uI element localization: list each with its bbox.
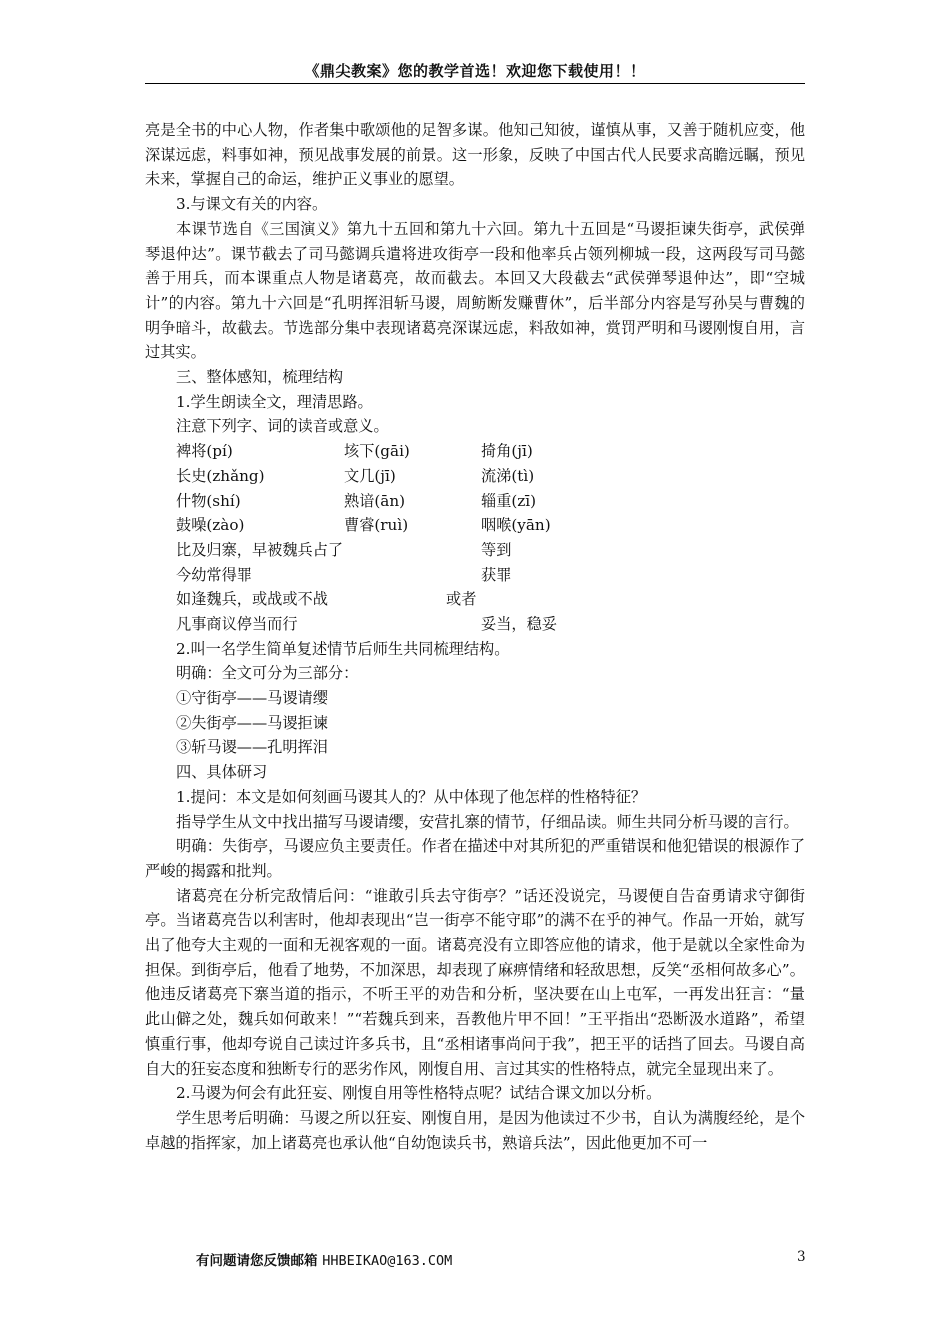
vocab-item: 鼓噪(zào) bbox=[176, 516, 245, 535]
paragraph: 明确：全文可分为三部分： bbox=[176, 664, 359, 683]
phrase-sentence: 今幼常得罪 bbox=[176, 565, 252, 584]
paragraph: 诸葛亮在分析完敌情后问：“谁敢引兵去守街亭？”话还没说完，马谡便自告奋勇请求守御街亭。当诸葛亮告以利害时，他却表现出“岂一街亭不能守耶”的满不在乎的神气。作品一开始，就写出了他夸大主观的一面和无视客观的一面。诸葛亮没有立即答应他的请求，他于是就以全家性命为担保。到街亭后，他看了地势，不加深思，却表现了麻痹情绪和轻敌思想，反笑“丞相何故多心”。他违反诸葛亮下寨当道的指示，不听王平的劝告和分析，坚决要在山上屯军，一再发出狂言：“量此山僻之处，魏兵如何敢来！”“若魏兵到来，吾教他片甲不回！”王平指出“恐断汲水道路”，希望慎重行事，他却夸说自己读过许多兵书，且“丞相诸事尚问于我”，把王平的话挡了回去。马谡自高自大的狂妄态度和独断专行的恶劣作风，刚愎自用、言过其实的性格特点，就完全显现出来了。 bbox=[145, 886, 805, 1078]
vocab-item: 掎角(jī) bbox=[481, 442, 533, 461]
phrase-sentence: 凡事商议停当而行 bbox=[176, 614, 298, 633]
vocab-row bbox=[145, 513, 805, 538]
vocab-item: 什物(shí) bbox=[176, 491, 241, 510]
paragraph: 亮是全书的中心人物，作者集中歌颂他的足智多谋。他知己知彼，谨慎从事，又善于随机应变，他深谋远虑，料事如神，预见战事发展的前景。这一形象，反映了中国古代人民要求高瞻远瞩，预见未来，掌握自己的命运，维护正义事业的愿望。 bbox=[145, 121, 805, 189]
vocab-row bbox=[145, 464, 805, 489]
page-number: 3 bbox=[797, 1249, 806, 1265]
page-header-title: 《鼎尖教案》您的教学首选！欢迎您下载使用！！ bbox=[304, 62, 646, 80]
paragraph: 1.提问：本文是如何刻画马谡其人的？从中体现了他怎样的性格特征？ bbox=[176, 787, 647, 806]
vocab-item: 裨将(pí) bbox=[176, 442, 233, 461]
paragraph: 3.与课文有关的内容。 bbox=[176, 195, 328, 214]
vocab-item: 曹睿(ruì) bbox=[344, 516, 409, 535]
phrase-row bbox=[145, 612, 805, 637]
phrase-row bbox=[145, 538, 805, 563]
structure-item: ②失街亭——马谡拒谏 bbox=[176, 713, 328, 732]
vocab-item: 垓下(gāi) bbox=[344, 442, 410, 461]
vocab-item: 咽喉(yān) bbox=[481, 516, 551, 535]
paragraph: 指导学生从文中找出描写马谡请缨，安营扎寨的情节，仔细品读。师生共同分析马谡的言行。 bbox=[176, 812, 799, 831]
vocab-item: 流涕(tì) bbox=[481, 466, 535, 485]
structure-item: ③斩马谡——孔明挥泪 bbox=[176, 738, 328, 757]
vocab-row bbox=[145, 489, 805, 514]
vocab-item: 文几(jī) bbox=[344, 466, 396, 485]
paragraph: 明确：失街亭，马谡应负主要责任。作者在描述中对其所犯的严重错误和他犯错误的根源作了严峻的揭露和批判。 bbox=[145, 837, 805, 880]
phrase-meaning: 获罪 bbox=[481, 565, 512, 584]
phrase-row bbox=[145, 587, 805, 612]
paragraph: 本课节选自《三国演义》第九十五回和第九十六回。第九十五回是“马谡拒谏失街亭，武侯弹琴退仲达”。课节截去了司马懿调兵遣将进攻街亭一段和他率兵占领列柳城一段，这两段写司马懿善于用兵，而本课重点人物是诸葛亮，故而截去。本回又大段截去“武侯弹琴退仲达”，即“空城计”的内容。第九十六回是“孔明挥泪斩马谡，周鲂断发赚曹休”，后半部分内容是写孙吴与曹魏的明争暗斗，故截去。节选部分集中表现诸葛亮深谋远虑，料敌如神，赏罚严明和马谡刚愎自用，言过其实。 bbox=[145, 219, 805, 362]
paragraph: 学生思考后明确：马谡之所以狂妄、刚愎自用，是因为他读过不少书，自认为满腹经纶，是个卓越的指挥家，加上诸葛亮也承认他“自幼饱读兵书，熟谙兵法”，因此他更加不可一 bbox=[145, 1109, 805, 1152]
vocab-row bbox=[145, 439, 805, 464]
page-footer bbox=[196, 1249, 452, 1269]
paragraph: 2.马谡为何会有此狂妄、刚愎自用等性格特点呢？试结合课文加以分析。 bbox=[176, 1084, 662, 1103]
vocab-item: 辎重(zī) bbox=[481, 491, 537, 510]
footer-email: HHBEIKAO@163.COM bbox=[322, 1253, 453, 1269]
structure-item: ①守街亭——马谡请缨 bbox=[176, 689, 328, 708]
footer-label: 有问题请您反馈邮箱 bbox=[196, 1253, 318, 1269]
document-body bbox=[145, 118, 805, 1155]
paragraph: 1.学生朗读全文，理清思路。 bbox=[176, 392, 373, 411]
phrase-row bbox=[145, 563, 805, 588]
phrase-meaning: 等到 bbox=[481, 540, 512, 559]
vocab-item: 熟谙(ān) bbox=[344, 491, 406, 510]
phrase-sentence: 如逢魏兵，或战或不战 bbox=[176, 590, 328, 609]
section-heading: 四、具体研习 bbox=[176, 763, 268, 782]
section-heading: 三、整体感知，梳理结构 bbox=[176, 368, 344, 387]
vocab-item: 长史(zhǎng) bbox=[176, 466, 265, 485]
header-divider bbox=[145, 83, 805, 84]
paragraph: 注意下列字、词的读音或意义。 bbox=[176, 417, 389, 436]
phrase-sentence: 比及归寨，早被魏兵占了 bbox=[176, 540, 344, 559]
paragraph: 2.叫一名学生简单复述情节后师生共同梳理结构。 bbox=[176, 639, 510, 658]
phrase-meaning: 妥当，稳妥 bbox=[481, 614, 557, 633]
phrase-meaning: 或者 bbox=[446, 590, 477, 609]
